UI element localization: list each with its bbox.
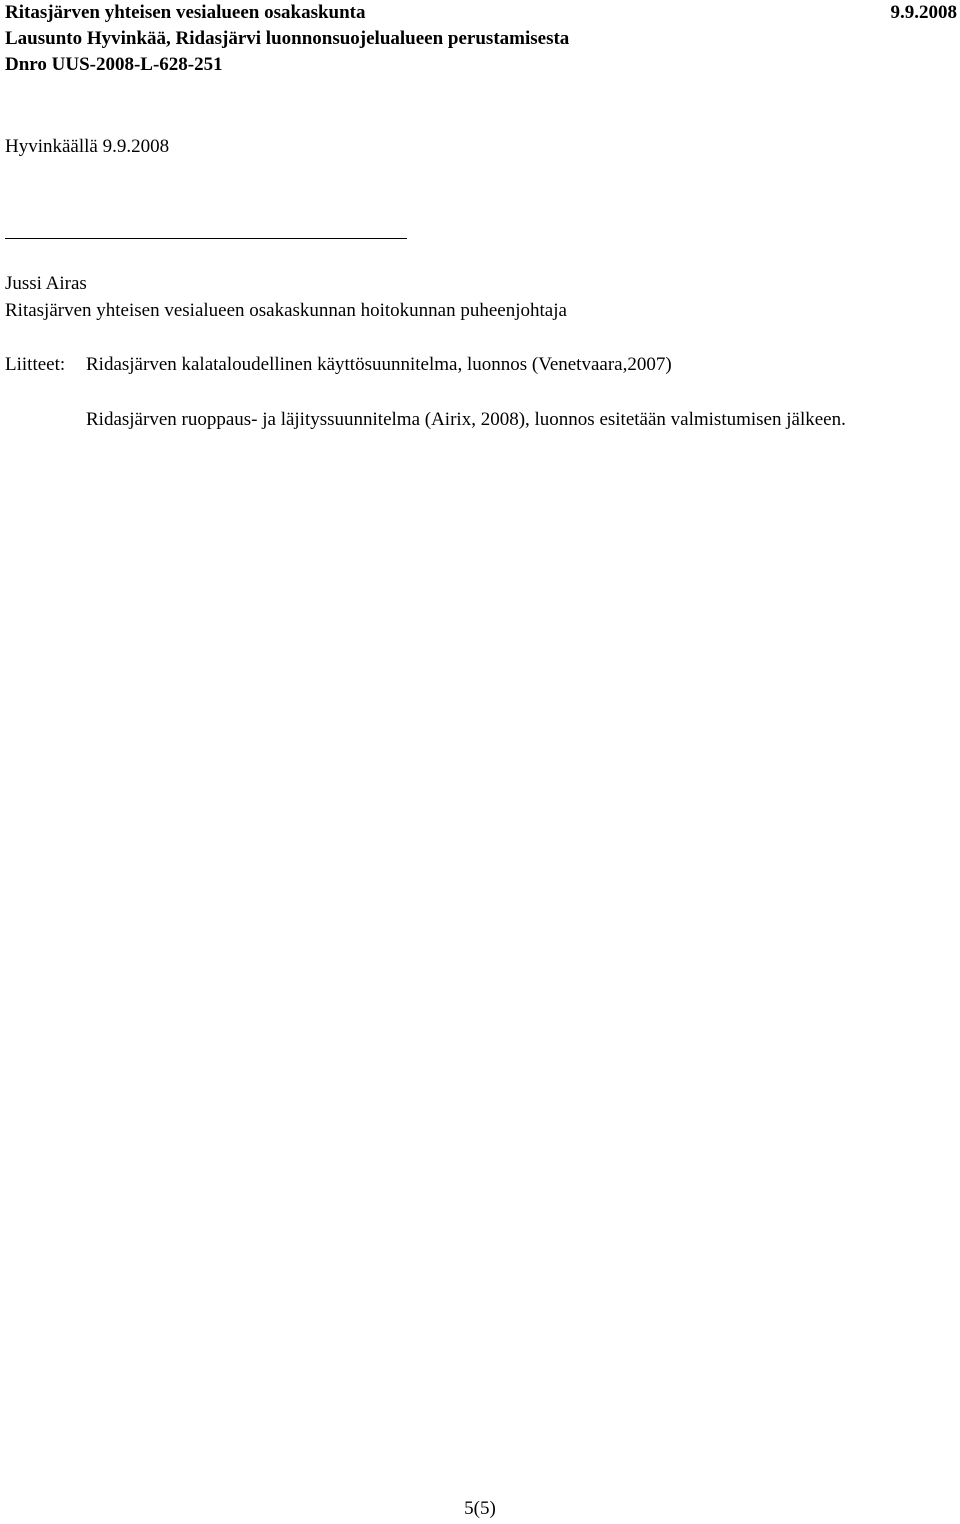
attachments-section [5,352,672,378]
signer-name: Jussi Airas [5,273,87,294]
attachment-item: Ridasjärven kalataloudellinen käyttösuunnitelma, luonnos (Venetvaara,2007) [86,354,672,375]
attachment-item: Ridasjärven ruoppaus- ja läjityssuunnitelma (Airix, 2008), luonnos esitetään valmistumisen jälkeen. [86,409,846,430]
page-number: 5(5) [464,1498,496,1519]
attachments-label: Liitteet: [5,354,66,375]
document-subject: Lausunto Hyvinkää, Ridasjärvi luonnonsuojelualueen perustamisesta [5,28,570,49]
signature-line [5,238,407,239]
reference-number: Dnro UUS-2008-L-628-251 [5,54,223,75]
attachment-row [5,352,672,378]
document-header [5,0,957,78]
place-and-date: Hyvinkäällä 9.9.2008 [5,136,170,157]
organization-name: Ritasjärven yhteisen vesialueen osakaskunta [5,2,366,23]
header-first-row [5,0,957,26]
signer-title: Ritasjärven yhteisen vesialueen osakaskunnan hoitokunnan puheenjohtaja [5,300,567,321]
header-date: 9.9.2008 [890,2,957,23]
